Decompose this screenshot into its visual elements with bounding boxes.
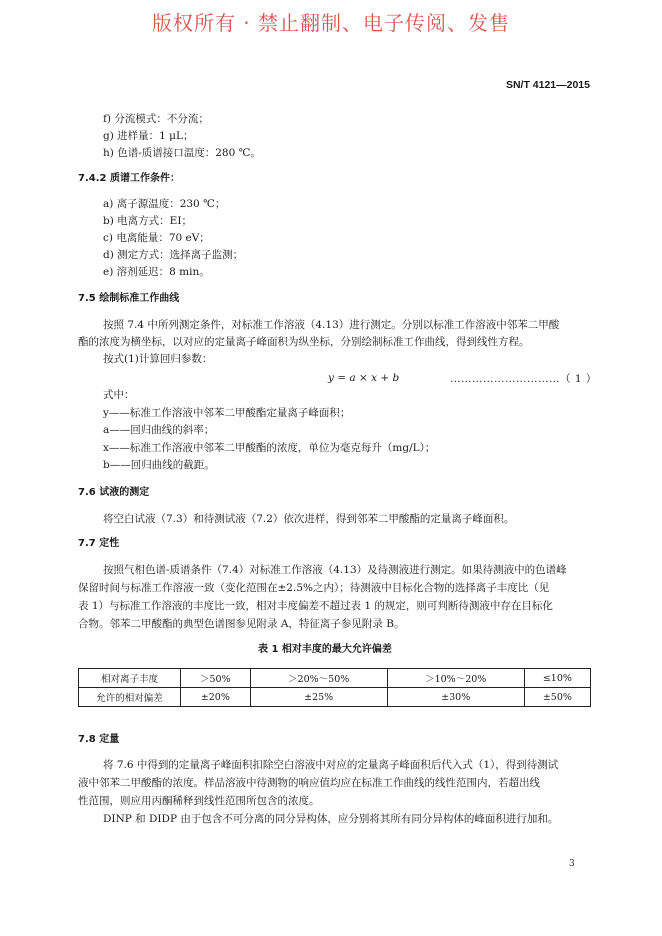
section-heading-7-7: 7.7 定性: [78, 538, 120, 549]
list-item-f: f) 分流模式：不分流；: [103, 113, 209, 125]
paragraph-line: 合物。邻苯二甲酸酯的典型色谱图参见附录 A，特征离子参见附录 B。: [78, 618, 405, 630]
table-cell: ±50%: [524, 688, 590, 707]
table-cell: ＞50%: [181, 669, 251, 688]
table-cell: 允许的相对偏差: [79, 688, 181, 707]
paragraph-line: 保留时间与标准工作溶液一致（变化范围在±2.5%之内）；待测液中目标化合物的选择离子丰度比（见: [78, 582, 550, 594]
paragraph-line: 按照气相色谱-质谱条件（7.4）对标准工作溶液（4.13）及待测液进行测定。如果待测液中的色谱峰: [103, 564, 567, 576]
list-item-b: b) 电离方式：EI；: [103, 215, 192, 227]
section-heading-7-4-2: 7.4.2 质谱工作条件：: [78, 173, 180, 184]
table-cell: ≤10%: [524, 669, 590, 688]
variable-definition: x——标准工作溶液中邻苯二甲酸酯的浓度，单位为毫克每升（mg/L）；: [103, 442, 436, 454]
list-item-a: a) 离子源温度：230 ℃；: [103, 198, 226, 210]
paragraph-line: 液中邻苯二甲酸酯的浓度。样品溶液中待测物的响应值均应在标准工作曲线的线性范围内，若超出线: [78, 777, 540, 789]
list-item-h: h) 色谱-质谱接口温度：280 ℃。: [103, 147, 261, 159]
paragraph-line: 按照 7.4 中所列测定条件，对标准工作溶液（4.13）进行测定。分别以标准工作溶液中邻苯二甲酸: [103, 319, 560, 331]
paragraph-line: 将空白试液（7.3）和待测试液（7.2）依次进样，得到邻苯二甲酸酯的定量离子峰面积。: [103, 513, 515, 525]
paragraph-line: 表 1）与标准工作溶液的丰度比一致，相对丰度偏差不超过表 1 的规定，则可判断待测液中存在目标化: [78, 600, 553, 612]
table-cell: ±20%: [181, 688, 251, 707]
list-item-e: e) 溶剂延迟：8 min。: [103, 266, 210, 278]
section-heading-7-8: 7.8 定量: [78, 734, 120, 745]
variable-definition: b——回归曲线的截距。: [103, 459, 215, 471]
list-item-d: d) 测定方式：选择离子监测；: [103, 249, 244, 261]
table-row: [79, 669, 591, 688]
table-cell: ＞10%～20%: [387, 669, 524, 688]
table-cell: ＞20%～50%: [250, 669, 387, 688]
formula-number: …………………………（ 1 ）: [450, 373, 597, 385]
table-cell: ±25%: [250, 688, 387, 707]
where-label: 式中：: [103, 389, 135, 401]
list-item-g: g) 进样量：1 μL；: [103, 130, 194, 142]
paragraph-line: 将 7.6 中得到的定量离子峰面积扣除空白溶液中对应的定量离子峰面积后代入式（1），得到待测试: [103, 759, 559, 771]
page-number: 3: [569, 859, 575, 869]
paragraph-line: DINP 和 DIDP 由于包含不可分离的同分异构体，应分别将其所有同分异构体的峰面积进行加和。: [103, 813, 559, 825]
watermark-banner: 版权所有 · 禁止翻制、电子传阅、发售: [151, 11, 511, 35]
formula: y = a × x + b: [328, 372, 400, 384]
table-cell: 相对离子丰度: [79, 669, 181, 688]
paragraph-line: 性范围，则应用丙酮稀释到线性范围所包含的浓度。: [78, 795, 320, 807]
table-cell: ±30%: [387, 688, 524, 707]
section-heading-7-6: 7.6 试液的测定: [78, 487, 150, 498]
variable-definition: y——标准工作溶液中邻苯二甲酸酯定量离子峰面积；: [103, 407, 351, 419]
table-row: [79, 688, 591, 707]
relative-abundance-table: [78, 668, 591, 707]
section-heading-7-5: 7.5 绘制标准工作曲线: [78, 293, 180, 304]
paragraph-line: 酯的浓度为横坐标，以对应的定量离子峰面积为纵坐标，分别绘制标准工作曲线，得到线性方程。: [78, 336, 530, 348]
paragraph-line: 按式(1)计算回归参数：: [103, 353, 213, 365]
table-title: 表 1 相对丰度的最大允许偏差: [258, 644, 392, 655]
standard-number: SN/T 4121—2015: [505, 79, 590, 91]
variable-definition: a——回归曲线的斜率；: [103, 424, 215, 436]
list-item-c: c) 电离能量：70 eV；: [103, 232, 210, 244]
